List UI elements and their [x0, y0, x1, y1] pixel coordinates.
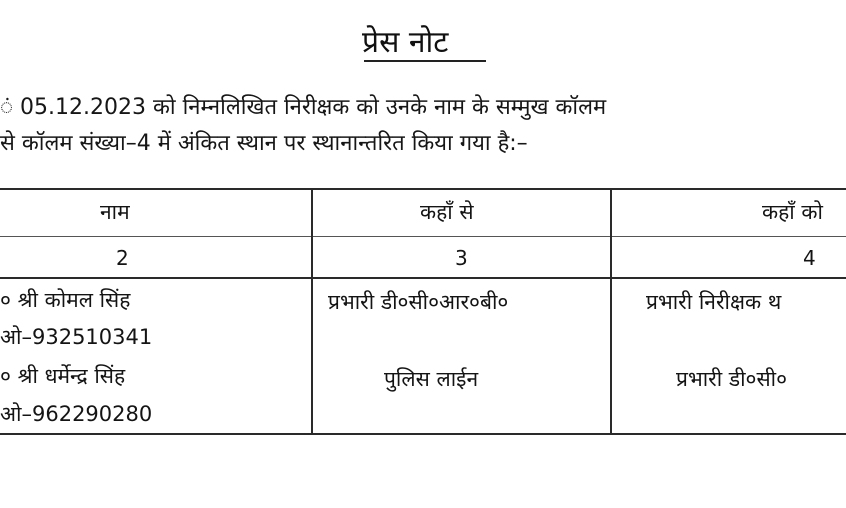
column-divider-2	[610, 188, 612, 435]
column-divider-1	[311, 188, 313, 435]
inspector-name: ० श्री कोमल सिंह	[0, 288, 131, 312]
press-note-title: प्रेस नोट	[362, 25, 449, 60]
from-location: पुलिस लाईन	[384, 367, 479, 391]
title-underline	[364, 60, 486, 62]
column-number-2: 2	[116, 246, 129, 270]
to-location: प्रभारी डी०सी०	[676, 367, 788, 391]
column-number-3: 3	[455, 246, 468, 270]
table-bottom-border	[0, 433, 846, 435]
header-name: नाम	[100, 200, 130, 224]
number-row-divider	[0, 277, 846, 279]
header-row-divider	[0, 236, 846, 237]
table-top-border	[0, 188, 846, 190]
from-location: प्रभारी डी०सी०आर०बी०	[328, 290, 509, 314]
body-line-2: से कॉलम संख्या–4 में अंकित स्थान पर स्थानान्तरित किया गया है:–	[0, 131, 528, 156]
inspector-mobile: ओ–962290280	[0, 402, 153, 426]
column-number-4: 4	[803, 246, 816, 270]
inspector-name: ० श्री धर्मेन्द्र सिंह	[0, 364, 126, 388]
body-line-1: ं 05.12.2023 को निम्नलिखित निरीक्षक को उनके नाम के सम्मुख कॉलम	[0, 95, 607, 120]
to-location: प्रभारी निरीक्षक थ	[646, 290, 782, 314]
header-from: कहाँ से	[420, 200, 474, 224]
inspector-mobile: ओ–932510341	[0, 325, 153, 349]
header-to: कहाँ को	[762, 200, 823, 224]
